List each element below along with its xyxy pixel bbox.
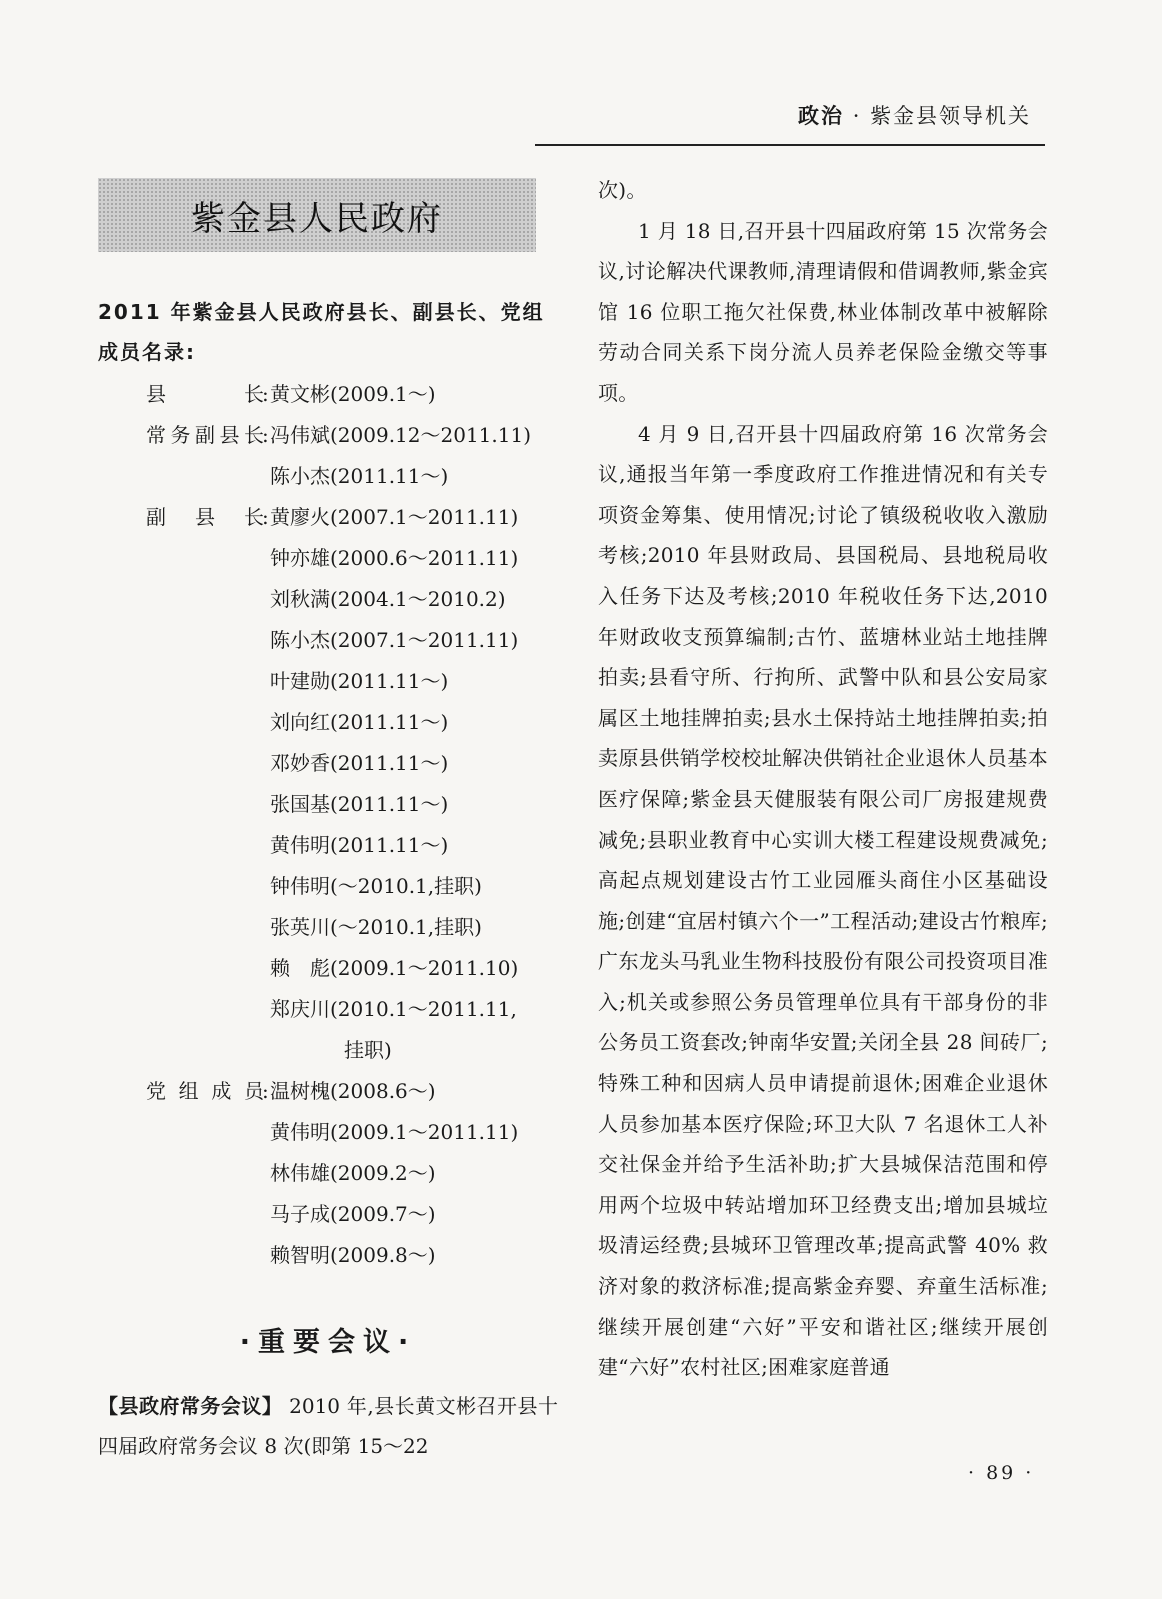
meeting-intro-text: 2010 年,县长黄文彬召开县十四届政府常务会议 8 次(即第 15～22 xyxy=(98,1394,558,1458)
roster-row xyxy=(98,1071,558,1112)
roster-row xyxy=(98,1153,558,1194)
roster-colon: : xyxy=(262,1079,269,1103)
roster-member-value: 刘向红(2011.11～) xyxy=(270,710,449,734)
paragraph: 1 月 18 日,召开县十四届政府第 15 次常务会议,讨论解决代课教师,清理请假和借调教师,紫金宾馆 16 位职工拖欠社保费,林业体制改革中被解除劳动合同关系下岗分流人员养老保险金缴交等事项。 xyxy=(598,218,1048,405)
running-header xyxy=(798,100,1032,130)
roster-role-label: 常务副县长 xyxy=(146,423,264,447)
roster-member-value: 赖智明(2009.8～) xyxy=(270,1243,436,1267)
roster-member-value: 叶建勋(2011.11～) xyxy=(270,669,449,693)
roster-row xyxy=(98,661,558,702)
roster-member-value: 钟伟明(～2010.1,挂职) xyxy=(270,874,482,898)
paragraph: 4 月 9 日,召开县十四届政府第 16 次常务会议,通报当年第一季度政府工作推进情况和有关专项资金筹集、使用情况;讨论了镇级税收收入激励考核;2010 年县财政局、县国税局、县地税局收入任务下达及考核;2010 年税收任务下达,2010 年财政收支预算编制;古竹、蓝塘林业站土地挂牌拍卖;县看守所、行拘所、武警中队和县公安局家属区土地挂牌拍卖;县水土保持站土地挂牌拍卖;拍卖原县供销学校校址解决供销社企业退休人员基本医疗保障;紫金县天健服装有限公司厂房报建规费减免;县职业教育中心实训大楼工程建设规费减免;高起点规划建设古竹工业园雁头商住小区基础设施;创建“宜居村镇六个一”工程活动;建设古竹粮库;广东龙头马乳业生物科技股份有限公司投资项目准入;机关或参照公务员管理单位具有干部身份的非公务员工资套改;钟南华安置;关闭全县 28 间砖厂;特殊工种和因病人员申请提前退休;困难企业退休人员参加基本医疗保险;环卫大队 7 名退休工人补交社保金并给予生活补助;扩大县城保洁范围和停用两个垃圾中转站增加环卫经费支出;增加县城垃圾清运经费;县城环卫管理改革;提高武警 40% 救济对象的救济标准;提高紫金弃婴、弃童生活标准;继续开展创建“六好”平安和谐社区;继续开展创建“六好”农村社区;困难家庭普通 xyxy=(598,421,1048,1380)
roster-row xyxy=(98,374,558,415)
roster-role-label: 县长 xyxy=(146,382,264,406)
roster-row xyxy=(98,948,558,989)
roster-member-value: 赖 彪(2009.1～2011.10) xyxy=(270,956,519,980)
roster-member-value: 刘秋满(2004.1～2010.2) xyxy=(270,587,506,611)
roster-member-value: 张英川(～2010.1,挂职) xyxy=(270,915,482,939)
roster-role-label: 副县长 xyxy=(146,505,264,529)
roster-row xyxy=(98,1235,558,1276)
roster-row xyxy=(98,1030,558,1071)
page-number: · 89 · xyxy=(968,1462,1035,1484)
roster-member-value: 陈小杰(2011.11～) xyxy=(270,464,449,488)
header-separator: · xyxy=(852,104,862,128)
meeting-keyword: 【县政府常务会议】 xyxy=(98,1394,283,1418)
roster-colon: : xyxy=(262,505,269,529)
roster-row xyxy=(98,415,558,456)
roster-member-value: 冯伟斌(2009.12～2011.11) xyxy=(270,423,532,447)
header-subsection: 紫金县领导机关 xyxy=(870,104,1032,128)
meeting-intro-paragraph xyxy=(98,1386,558,1466)
roster-row xyxy=(98,1194,558,1235)
roster-member-value: 温树槐(2008.6～) xyxy=(270,1079,436,1103)
roster-row xyxy=(98,538,558,579)
roster-row xyxy=(98,907,558,948)
roster-member-value: 黄伟明(2009.1～2011.11) xyxy=(270,1120,519,1144)
roster-member-value: 邓妙香(2011.11～) xyxy=(270,751,449,775)
roster-member-value: 黄文彬(2009.1～) xyxy=(270,382,436,406)
roster-member-value: 黄伟明(2011.11～) xyxy=(270,833,449,857)
paragraph: 次)。 xyxy=(598,178,647,202)
roster-row xyxy=(98,866,558,907)
roster-heading: 2011 年紫金县人民政府县长、副县长、党组成员名录: xyxy=(98,300,545,364)
roster-colon: : xyxy=(262,382,269,406)
roster-row xyxy=(98,989,558,1030)
roster-colon: : xyxy=(262,423,269,447)
roster-member-value: 林伟雄(2009.2～) xyxy=(270,1161,436,1185)
page-title: 紫金县人民政府 xyxy=(191,198,443,239)
roster-row xyxy=(98,456,558,497)
roster-row xyxy=(98,702,558,743)
roster-list xyxy=(98,374,558,1276)
section-title: ·重要会议· xyxy=(239,1327,417,1358)
roster-member-value: 张国基(2011.11～) xyxy=(270,792,449,816)
roster-row xyxy=(98,743,558,784)
roster-row xyxy=(98,1112,558,1153)
header-rule xyxy=(535,144,1045,146)
header-section: 政治 xyxy=(798,104,844,128)
left-column xyxy=(98,292,558,1276)
roster-member-value: 挂职) xyxy=(344,1038,392,1062)
right-column xyxy=(598,170,1048,1388)
roster-member-value: 陈小杰(2007.1～2011.11) xyxy=(270,628,519,652)
roster-row xyxy=(98,497,558,538)
roster-role-label: 党组成员 xyxy=(146,1079,264,1103)
roster-row xyxy=(98,825,558,866)
roster-member-value: 马子成(2009.7～) xyxy=(270,1202,436,1226)
roster-member-value: 钟亦雄(2000.6～2011.11) xyxy=(270,546,519,570)
roster-member-value: 黄廖火(2007.1～2011.11) xyxy=(270,505,519,529)
roster-row xyxy=(98,784,558,825)
roster-row xyxy=(98,579,558,620)
roster-row xyxy=(98,620,558,661)
title-box xyxy=(98,178,536,252)
roster-member-value: 郑庆川(2010.1～2011.11, xyxy=(270,997,517,1021)
